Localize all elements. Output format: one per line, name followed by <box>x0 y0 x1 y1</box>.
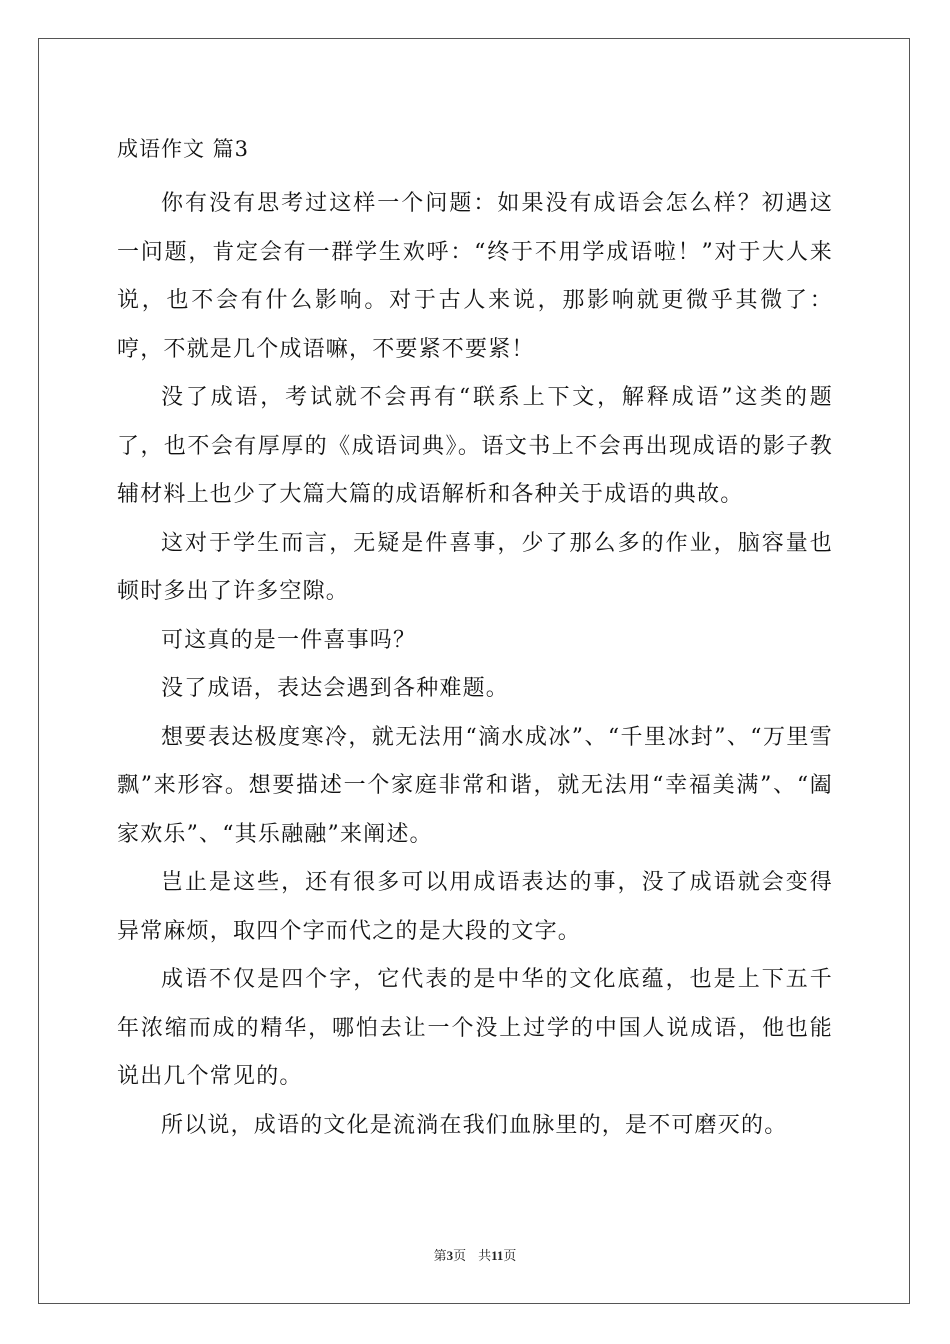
total-suffix: 页 <box>503 1248 517 1263</box>
page-suffix: 页 <box>453 1248 467 1263</box>
paragraph: 你有没有思考过这样一个问题：如果没有成语会怎么样？初遇这一问题，肯定会有一群学生欢呼：“终于不用学成语啦！”对于大人来说，也不会有什么影响。对于古人来说，那影响就更微乎其微了：哼，不就是几个成语嘛，不要紧不要紧！ <box>117 191 833 362</box>
document-heading: 成语作文 篇3 <box>117 137 250 161</box>
page-prefix: 第 <box>433 1248 447 1263</box>
paragraph: 没了成语，表达会遇到各种难题。 <box>161 676 510 701</box>
paragraph: 所以说，成语的文化是流淌在我们血脉里的，是不可磨灭的。 <box>161 1112 788 1138</box>
total-prefix: 共 <box>478 1248 492 1263</box>
paragraph: 可这真的是一件喜事吗？ <box>161 627 417 653</box>
total-pages: 11 <box>491 1248 504 1263</box>
paragraph: 没了成语，考试就不会再有“联系上下文，解释成语”这类的题了，也不会有厚厚的《成语词典》。语文书上不会再出现成语的影子教辅材料上也少了大篇大篇的成语解析和各种关于成语的典故。 <box>117 385 833 507</box>
page-number: 3 <box>446 1248 454 1263</box>
page-footer <box>0 1245 950 1264</box>
paragraph: 想要表达极度寒冷，就无法用“滴水成冰”、“千里冰封”、“万里雪飘”来形容。想要描述一个家庭非常和谐，就无法用“幸福美满”、“阖家欢乐”、“其乐融融”来阐述。 <box>117 724 833 847</box>
paragraph: 这对于学生而言，无疑是件喜事，少了那么多的作业，脑容量也顿时多出了许多空隙。 <box>117 530 833 604</box>
document-body <box>117 130 833 1150</box>
paragraph: 成语不仅是四个字，它代表的是中华的文化底蕴，也是上下五千年浓缩而成的精华，哪怕去让一个没上过学的中国人说成语，他也能说出几个常见的。 <box>117 967 833 1089</box>
paragraph: 岂止是这些，还有很多可以用成语表达的事，没了成语就会变得异常麻烦，取四个字而代之的是大段的文字。 <box>117 870 833 944</box>
